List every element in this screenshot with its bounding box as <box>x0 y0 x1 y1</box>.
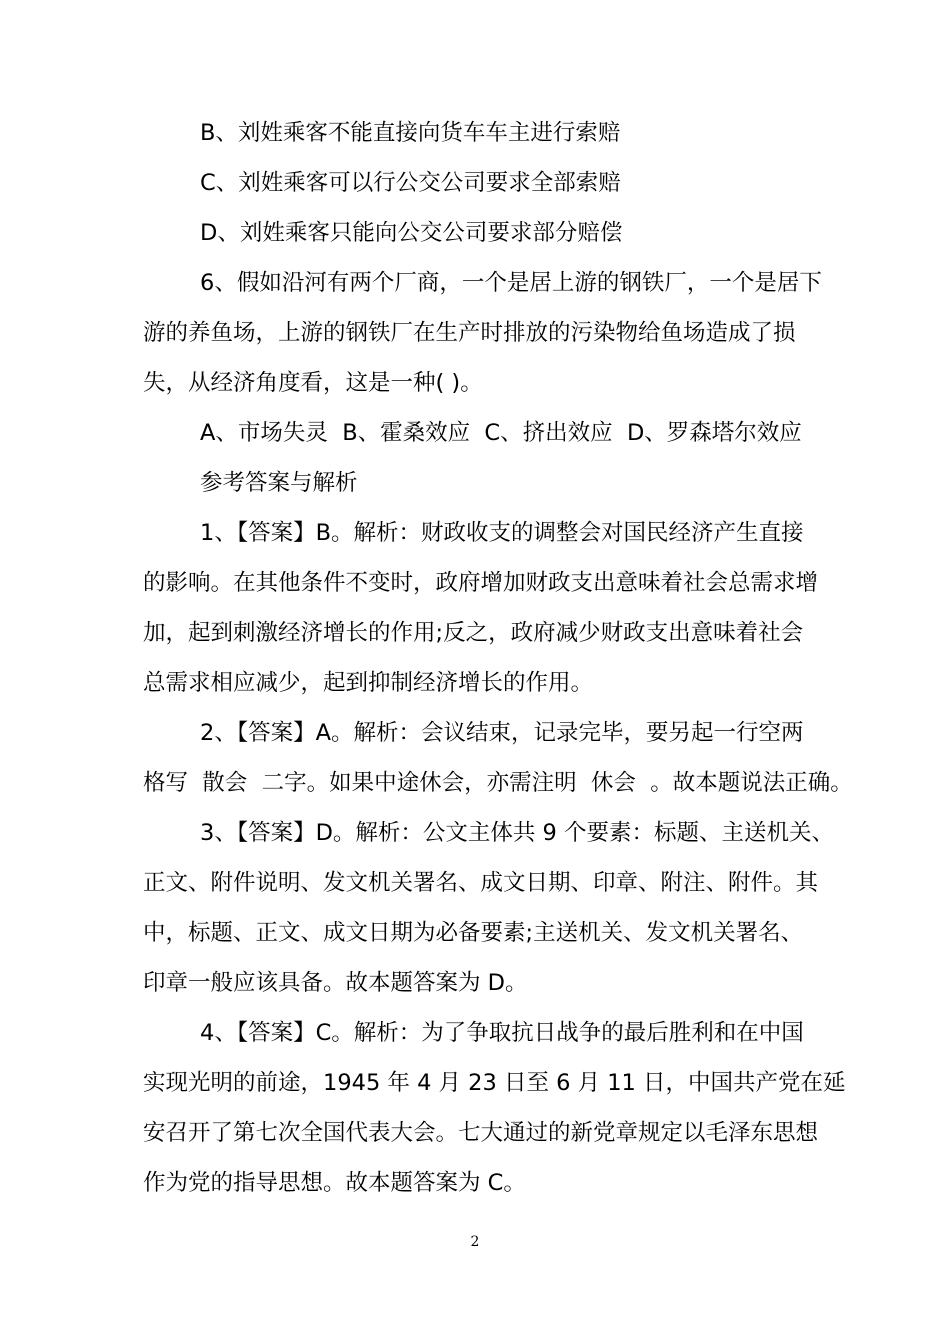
question-6-line-3: 失，从经济角度看，这是一种( )。 <box>143 370 483 396</box>
answer-3-line-3: 中，标题、正文、成文日期为必备要素;主送机关、发文机关署名、 <box>143 920 804 946</box>
question-6-options: A、市场失灵 B、霍桑效应 C、挤出效应 D、罗森塔尔效应 <box>200 420 802 446</box>
option-d-line: D、刘姓乘客只能向公交公司要求部分赔偿 <box>200 220 623 246</box>
answer-4-line-4: 作为党的指导思想。故本题答案为 C。 <box>143 1170 526 1196</box>
answers-heading: 参考答案与解析 <box>200 470 358 496</box>
answer-3-line-4: 印章一般应该具备。故本题答案为 D。 <box>143 970 528 996</box>
answer-1-line-2: 的影响。在其他条件不变时，政府增加财政支出意味着社会总需求增 <box>143 570 819 596</box>
answer-4-line-1: 4、【答案】C。解析：为了争取抗日战争的最后胜利和在中国 <box>200 1020 804 1046</box>
answer-3-line-1: 3、【答案】D。解析：公文主体共 9 个要素：标题、主送机关、 <box>200 820 835 846</box>
option-b-line: B、刘姓乘客不能直接向货车车主进行索赔 <box>200 120 621 146</box>
page-number: 2 <box>470 1234 480 1250</box>
answer-4-line-2: 实现光明的前途，1945 年 4 月 23 日至 6 月 11 日，中国共产党在延 <box>143 1070 846 1096</box>
answer-2-line-1: 2、【答案】A。解析：会议结束，记录完毕，要另起一行空两 <box>200 720 804 746</box>
answer-1-line-4: 总需求相应减少，起到抑制经济增长的作用。 <box>143 670 594 696</box>
answer-2-line-2: 格写 散会 二字。如果中途休会，亦需注明 休会 。故本题说法正确。 <box>143 770 853 796</box>
question-6-line-2: 游的养鱼场，上游的钢铁厂在生产时排放的污染物给鱼场造成了损 <box>143 320 796 346</box>
question-6-line-1: 6、假如沿河有两个厂商，一个是居上游的钢铁厂，一个是居下 <box>200 270 822 296</box>
answer-1-line-3: 加，起到刺激经济增长的作用;反之，政府减少财政支出意味着社会 <box>143 620 804 646</box>
option-c-line: C、刘姓乘客可以行公交公司要求全部索赔 <box>200 170 621 196</box>
answer-1-line-1: 1、【答案】B。解析：财政收支的调整会对国民经济产生直接 <box>200 520 804 546</box>
answer-3-line-2: 正文、附件说明、发文机关署名、成文日期、印章、附注、附件。其 <box>143 870 819 896</box>
answer-4-line-3: 安召开了第七次全国代表大会。七大通过的新党章规定以毛泽东思想 <box>143 1120 819 1146</box>
